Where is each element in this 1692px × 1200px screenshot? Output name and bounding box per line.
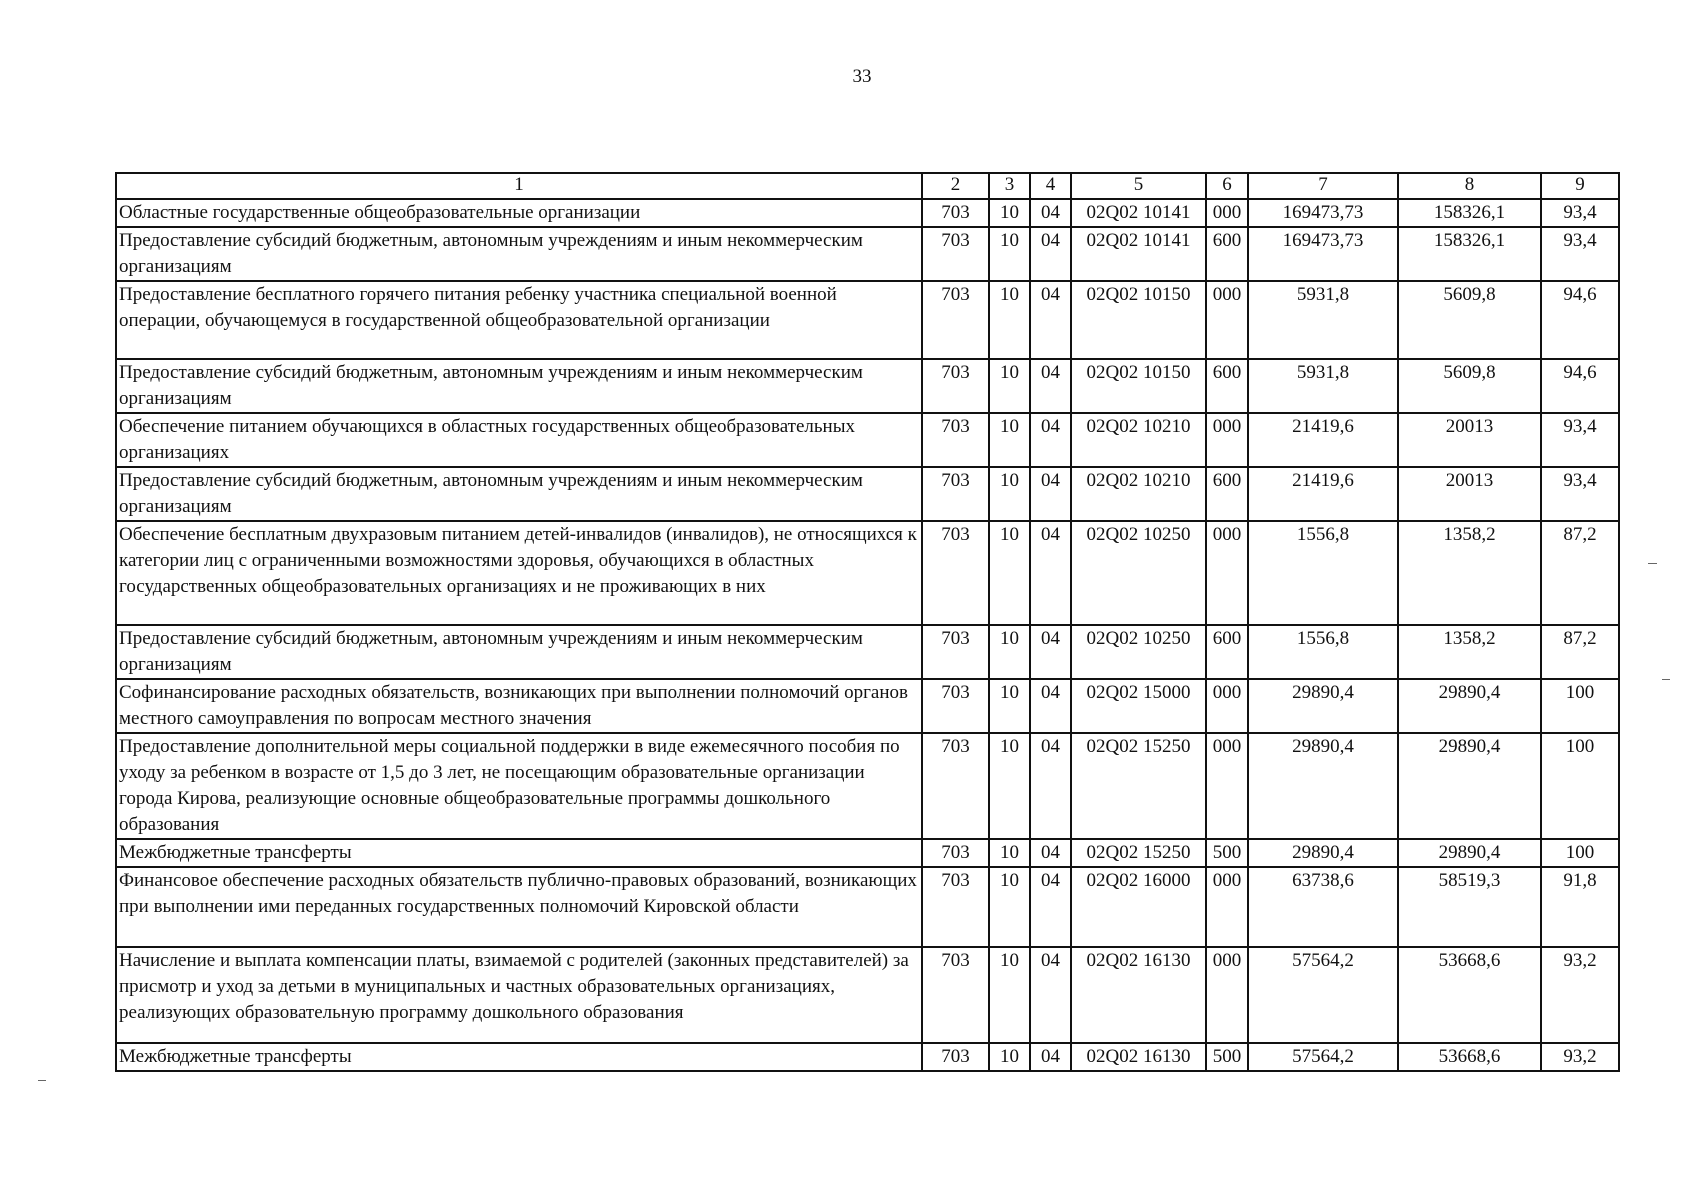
cell-c6: 000 xyxy=(1206,867,1248,947)
table-row xyxy=(116,733,1619,839)
cell-c5: 02Q02 10210 xyxy=(1071,467,1206,521)
cell-c4: 04 xyxy=(1030,947,1071,1043)
cell-c3: 10 xyxy=(989,947,1030,1043)
cell-c7: 57564,2 xyxy=(1248,947,1398,1043)
cell-c8: 5609,8 xyxy=(1398,281,1541,359)
cell-c9: 93,2 xyxy=(1541,1043,1619,1071)
cell-c6: 000 xyxy=(1206,679,1248,733)
cell-c5: 02Q02 16130 xyxy=(1071,1043,1206,1071)
header-cell: 4 xyxy=(1030,173,1071,199)
cell-c9: 91,8 xyxy=(1541,867,1619,947)
cell-c2: 703 xyxy=(922,199,989,227)
cell-c5: 02Q02 16000 xyxy=(1071,867,1206,947)
cell-c6: 600 xyxy=(1206,227,1248,281)
table-row xyxy=(116,839,1619,867)
cell-c8: 158326,1 xyxy=(1398,227,1541,281)
cell-c3: 10 xyxy=(989,359,1030,413)
cell-c6: 000 xyxy=(1206,733,1248,839)
cell-c8: 1358,2 xyxy=(1398,625,1541,679)
scan-mark xyxy=(1648,563,1657,564)
cell-c8: 29890,4 xyxy=(1398,839,1541,867)
cell-c2: 703 xyxy=(922,733,989,839)
cell-c4: 04 xyxy=(1030,227,1071,281)
cell-c6: 500 xyxy=(1206,1043,1248,1071)
cell-c2: 703 xyxy=(922,839,989,867)
cell-c2: 703 xyxy=(922,413,989,467)
row-name: Межбюджетные трансферты xyxy=(116,1043,922,1071)
cell-c2: 703 xyxy=(922,947,989,1043)
cell-c7: 57564,2 xyxy=(1248,1043,1398,1071)
cell-c6: 000 xyxy=(1206,413,1248,467)
table-row xyxy=(116,867,1619,947)
header-cell: 7 xyxy=(1248,173,1398,199)
table-row xyxy=(116,281,1619,359)
cell-c7: 169473,73 xyxy=(1248,227,1398,281)
scan-mark xyxy=(1662,679,1670,680)
cell-c5: 02Q02 10250 xyxy=(1071,625,1206,679)
cell-c5: 02Q02 10250 xyxy=(1071,521,1206,625)
cell-c7: 21419,6 xyxy=(1248,467,1398,521)
cell-c7: 21419,6 xyxy=(1248,413,1398,467)
cell-c8: 53668,6 xyxy=(1398,947,1541,1043)
cell-c3: 10 xyxy=(989,467,1030,521)
cell-c2: 703 xyxy=(922,281,989,359)
cell-c2: 703 xyxy=(922,521,989,625)
cell-c9: 94,6 xyxy=(1541,359,1619,413)
table-row xyxy=(116,1043,1619,1071)
cell-c6: 000 xyxy=(1206,521,1248,625)
cell-c8: 20013 xyxy=(1398,413,1541,467)
table-row xyxy=(116,359,1619,413)
scan-mark xyxy=(38,1080,46,1081)
cell-c9: 93,4 xyxy=(1541,227,1619,281)
header-cell: 3 xyxy=(989,173,1030,199)
cell-c4: 04 xyxy=(1030,521,1071,625)
cell-c9: 93,4 xyxy=(1541,467,1619,521)
cell-c3: 10 xyxy=(989,413,1030,467)
cell-c4: 04 xyxy=(1030,281,1071,359)
row-name: Областные государственные общеобразовательные организации xyxy=(116,199,922,227)
cell-c9: 100 xyxy=(1541,839,1619,867)
cell-c3: 10 xyxy=(989,521,1030,625)
cell-c3: 10 xyxy=(989,199,1030,227)
cell-c4: 04 xyxy=(1030,413,1071,467)
cell-c6: 000 xyxy=(1206,199,1248,227)
cell-c8: 29890,4 xyxy=(1398,733,1541,839)
table-row xyxy=(116,625,1619,679)
cell-c8: 29890,4 xyxy=(1398,679,1541,733)
cell-c7: 29890,4 xyxy=(1248,733,1398,839)
cell-c5: 02Q02 10210 xyxy=(1071,413,1206,467)
row-name: Обеспечение питанием обучающихся в областных государственных общеобразовательных организациях xyxy=(116,413,922,467)
row-name: Межбюджетные трансферты xyxy=(116,839,922,867)
header-cell: 8 xyxy=(1398,173,1541,199)
table-row xyxy=(116,199,1619,227)
cell-c2: 703 xyxy=(922,467,989,521)
cell-c9: 93,4 xyxy=(1541,199,1619,227)
row-name: Начисление и выплата компенсации платы, взимаемой с родителей (законных представителей) за присмотр и уход за детьми в муниципальных и частных образовательных организациях, реализующих образовательную программу дошкольного образования xyxy=(116,947,922,1043)
cell-c4: 04 xyxy=(1030,867,1071,947)
cell-c9: 93,2 xyxy=(1541,947,1619,1043)
header-cell: 2 xyxy=(922,173,989,199)
page-number: 33 xyxy=(852,66,872,87)
cell-c8: 158326,1 xyxy=(1398,199,1541,227)
header-cell: 1 xyxy=(116,173,922,199)
cell-c9: 87,2 xyxy=(1541,521,1619,625)
cell-c5: 02Q02 10150 xyxy=(1071,281,1206,359)
cell-c2: 703 xyxy=(922,625,989,679)
cell-c7: 63738,6 xyxy=(1248,867,1398,947)
header-cell: 5 xyxy=(1071,173,1206,199)
cell-c5: 02Q02 10141 xyxy=(1071,199,1206,227)
cell-c3: 10 xyxy=(989,227,1030,281)
table-row xyxy=(116,467,1619,521)
cell-c4: 04 xyxy=(1030,467,1071,521)
row-name: Предоставление субсидий бюджетным, автономным учреждениям и иным некоммерческим организациям xyxy=(116,467,922,521)
table-row xyxy=(116,679,1619,733)
cell-c7: 5931,8 xyxy=(1248,281,1398,359)
table-row xyxy=(116,521,1619,625)
cell-c6: 000 xyxy=(1206,947,1248,1043)
header-row xyxy=(116,173,1619,199)
cell-c7: 5931,8 xyxy=(1248,359,1398,413)
table-row xyxy=(116,227,1619,281)
table-row xyxy=(116,413,1619,467)
cell-c7: 29890,4 xyxy=(1248,679,1398,733)
cell-c3: 10 xyxy=(989,625,1030,679)
cell-c6: 600 xyxy=(1206,625,1248,679)
cell-c3: 10 xyxy=(989,1043,1030,1071)
cell-c3: 10 xyxy=(989,839,1030,867)
row-name: Финансовое обеспечение расходных обязательств публично-правовых образований, возникающих при выполнении ими переданных государственных полномочий Кировской области xyxy=(116,867,922,947)
cell-c4: 04 xyxy=(1030,1043,1071,1071)
cell-c6: 000 xyxy=(1206,281,1248,359)
row-name: Предоставление субсидий бюджетным, автономным учреждениям и иным некоммерческим организациям xyxy=(116,359,922,413)
cell-c2: 703 xyxy=(922,359,989,413)
cell-c2: 703 xyxy=(922,1043,989,1071)
cell-c8: 1358,2 xyxy=(1398,521,1541,625)
cell-c4: 04 xyxy=(1030,839,1071,867)
cell-c9: 87,2 xyxy=(1541,625,1619,679)
cell-c3: 10 xyxy=(989,733,1030,839)
cell-c3: 10 xyxy=(989,281,1030,359)
header-cell: 9 xyxy=(1541,173,1619,199)
cell-c4: 04 xyxy=(1030,625,1071,679)
header-cell: 6 xyxy=(1206,173,1248,199)
cell-c4: 04 xyxy=(1030,359,1071,413)
cell-c4: 04 xyxy=(1030,733,1071,839)
row-name: Софинансирование расходных обязательств, возникающих при выполнении полномочий органов местного самоуправления по вопросам местного значения xyxy=(116,679,922,733)
row-name: Предоставление субсидий бюджетным, автономным учреждениям и иным некоммерческим организациям xyxy=(116,625,922,679)
cell-c2: 703 xyxy=(922,679,989,733)
cell-c7: 1556,8 xyxy=(1248,521,1398,625)
cell-c7: 29890,4 xyxy=(1248,839,1398,867)
cell-c4: 04 xyxy=(1030,679,1071,733)
cell-c9: 100 xyxy=(1541,679,1619,733)
cell-c4: 04 xyxy=(1030,199,1071,227)
cell-c9: 94,6 xyxy=(1541,281,1619,359)
cell-c8: 5609,8 xyxy=(1398,359,1541,413)
cell-c9: 93,4 xyxy=(1541,413,1619,467)
cell-c6: 600 xyxy=(1206,467,1248,521)
cell-c3: 10 xyxy=(989,867,1030,947)
row-name: Предоставление субсидий бюджетным, автономным учреждениям и иным некоммерческим организациям xyxy=(116,227,922,281)
cell-c5: 02Q02 15250 xyxy=(1071,733,1206,839)
cell-c2: 703 xyxy=(922,227,989,281)
cell-c8: 58519,3 xyxy=(1398,867,1541,947)
cell-c5: 02Q02 10150 xyxy=(1071,359,1206,413)
cell-c5: 02Q02 10141 xyxy=(1071,227,1206,281)
cell-c8: 53668,6 xyxy=(1398,1043,1541,1071)
cell-c6: 500 xyxy=(1206,839,1248,867)
budget-table xyxy=(115,172,1620,1072)
cell-c5: 02Q02 16130 xyxy=(1071,947,1206,1043)
cell-c7: 1556,8 xyxy=(1248,625,1398,679)
cell-c7: 169473,73 xyxy=(1248,199,1398,227)
cell-c6: 600 xyxy=(1206,359,1248,413)
cell-c8: 20013 xyxy=(1398,467,1541,521)
table-row xyxy=(116,947,1619,1043)
row-name: Предоставление бесплатного горячего питания ребенку участника специальной военной операции, обучающемуся в государственной общеобразовательной организации xyxy=(116,281,922,359)
row-name: Предоставление дополнительной меры социальной поддержки в виде ежемесячного пособия по уходу за ребенком в возрасте от 1,5 до 3 лет, не посещающим образовательные организации города Кирова, реализующие основные общеобразовательные программы дошкольного образования xyxy=(116,733,922,839)
cell-c9: 100 xyxy=(1541,733,1619,839)
cell-c2: 703 xyxy=(922,867,989,947)
row-name: Обеспечение бесплатным двухразовым питанием детей-инвалидов (инвалидов), не относящихся к категории лиц с ограниченными возможностями здоровья, обучающихся в областных государственных общеобразовательных организациях и не проживающих в них xyxy=(116,521,922,625)
cell-c5: 02Q02 15000 xyxy=(1071,679,1206,733)
cell-c3: 10 xyxy=(989,679,1030,733)
cell-c5: 02Q02 15250 xyxy=(1071,839,1206,867)
